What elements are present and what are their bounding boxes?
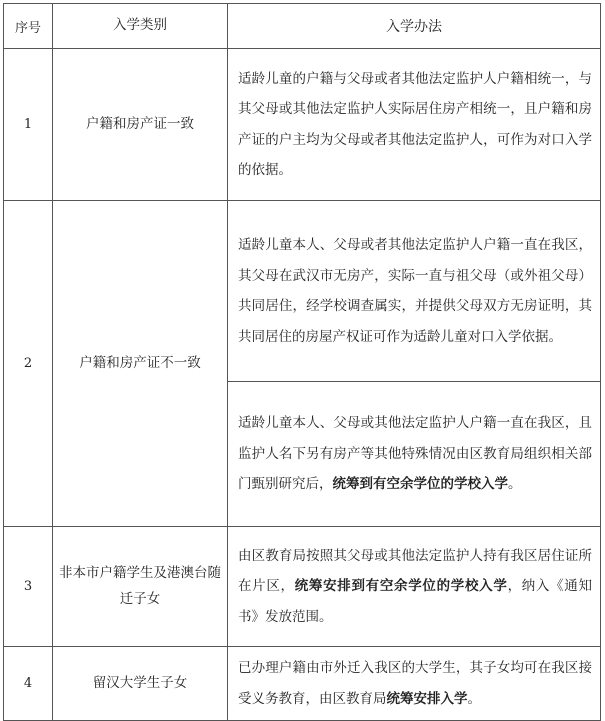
table-row <box>4 527 601 647</box>
row-method <box>228 49 601 201</box>
row-no: 4 <box>4 647 53 721</box>
header-method: 入学办法 <box>228 4 601 49</box>
method-text-emphasis: 统筹到有空余学位的学校入学 <box>332 476 508 493</box>
row-category: 非本市户籍学生及港澳台随迁子女 <box>53 527 228 647</box>
table-row <box>4 647 601 721</box>
row-no: 1 <box>4 49 53 201</box>
method-text: 已办理户籍由市外迁入我区的大学生，其子女均可在我区接受义务教育，由区教育局 <box>238 660 592 707</box>
row-no: 2 <box>4 201 53 527</box>
table-row <box>4 201 601 382</box>
admission-table <box>3 3 601 721</box>
method-text: 。 <box>467 690 481 707</box>
method-text: 由区教育局按照其父母或其他法定监护人持有我区居住证所在片区， <box>238 547 592 595</box>
row-no: 3 <box>4 527 53 647</box>
row-category: 户籍和房产证不一致 <box>53 201 228 527</box>
method-text: 。 <box>508 476 522 493</box>
method-text: 适龄儿童本人、父母或其他法定监护人户籍一直在我区，且监护人名下另有房产等其他特殊情况由区教育局组织相关部门甄别研究后， <box>238 415 592 493</box>
method-text: 适龄儿童本人、父母或者其他法定监护人户籍一直在我区，其父母在武汉市无房产，实际一直与祖父母（或外祖父母）共同居住，经学校调查属实，并提供父母双方无房证明，其共同居住的房屋产权证可作为适龄儿童对口入学依据。 <box>238 237 592 345</box>
method-text: 适龄儿童的户籍与父母或者其他法定监护人户籍相统一，与其父母或其他法定监护人实际居住房产相统一，且户籍和房产证的户主均为父母或者其他法定监护人，可作为对口入学的依据。 <box>238 70 592 178</box>
row-category: 户籍和房产证一致 <box>53 49 228 201</box>
header-row <box>4 4 601 49</box>
method-text: ，纳入《通知书》发放范围。 <box>238 578 592 625</box>
method-text-emphasis: 统筹安排到有空余学位的学校入学 <box>294 578 508 595</box>
table-row <box>4 49 601 201</box>
header-no: 序号 <box>4 4 53 49</box>
row-method <box>228 647 601 721</box>
row-method <box>228 201 601 382</box>
method-text-emphasis: 统筹安排入学 <box>386 690 468 707</box>
row-method <box>228 382 601 527</box>
header-category: 入学类别 <box>53 4 228 49</box>
row-category: 留汉大学生子女 <box>53 647 228 721</box>
row-method <box>228 527 601 647</box>
